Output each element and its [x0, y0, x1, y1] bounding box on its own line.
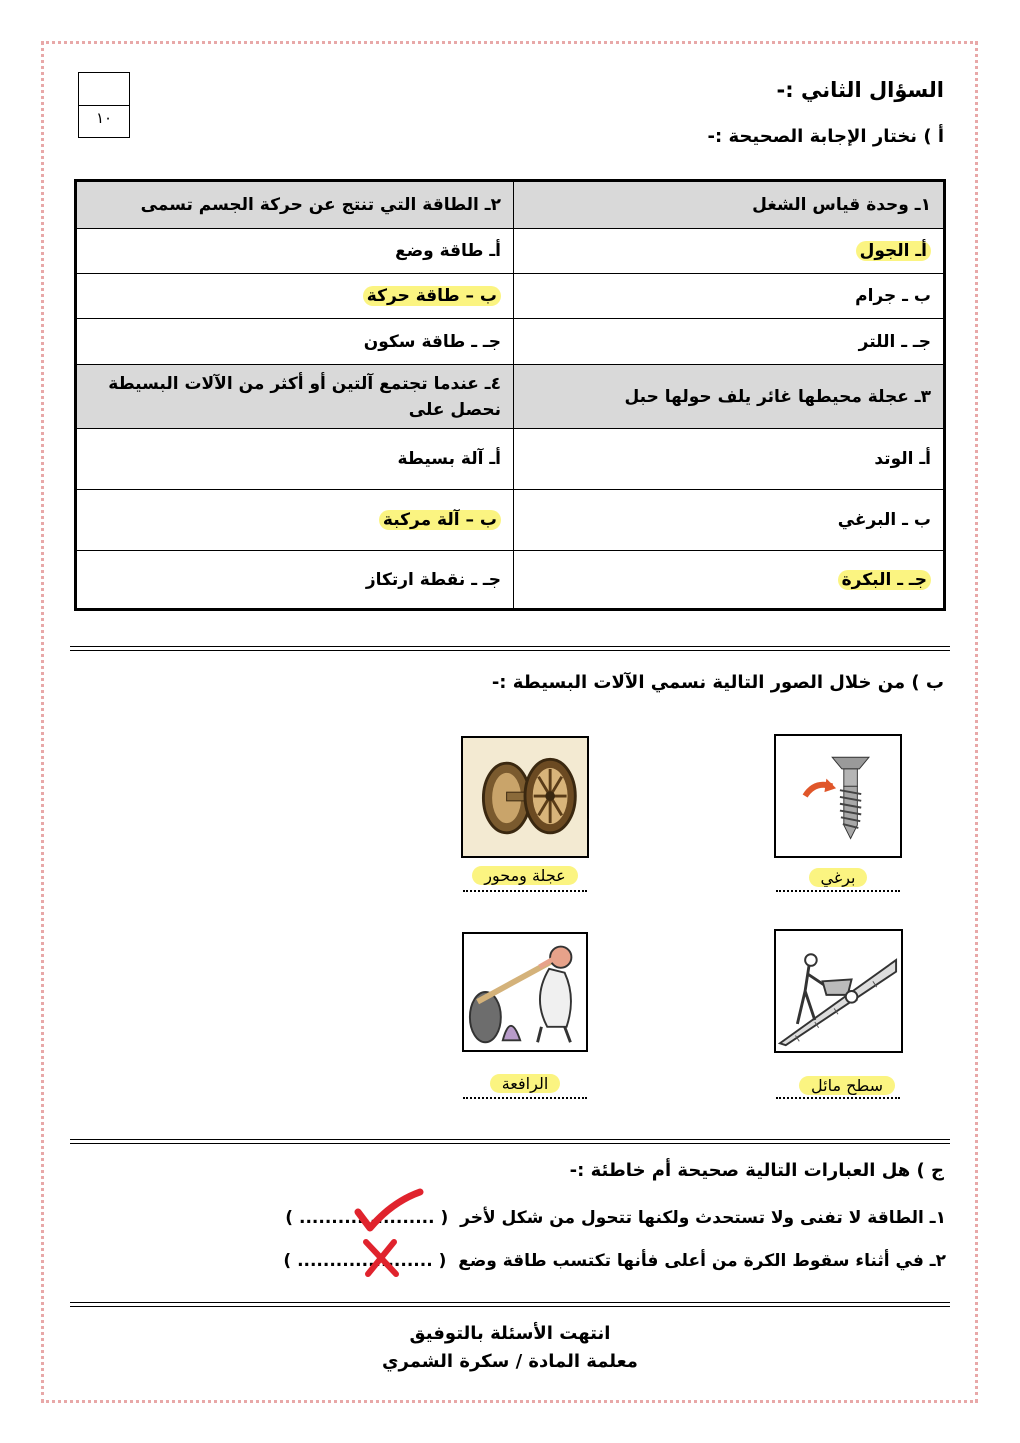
footer-closing: انتهت الأسئلة بالتوفيق: [409, 1323, 611, 1344]
footer-teacher: معلمة المادة / سكرة الشمري: [382, 1351, 638, 1372]
q4-option-b[interactable]: [76, 490, 514, 551]
multiple-choice-table: [74, 179, 946, 611]
statement-1-blank[interactable]: ( ..................... ): [285, 1208, 449, 1228]
q4-option-a[interactable]: أـ آلة بسيطة: [76, 429, 514, 490]
screw-image: [774, 734, 902, 858]
q4-option-c[interactable]: جـ ـ نقطة ارتكاز: [76, 551, 514, 610]
q1-option-a[interactable]: [514, 229, 945, 274]
selected-answer: أـ الجول: [856, 241, 931, 261]
lever-answer-line: [463, 1096, 587, 1099]
screw-answer[interactable]: برغي: [776, 868, 900, 887]
wheel-axle-answer-line: [463, 889, 587, 892]
divider: [70, 1302, 950, 1307]
screw-answer-line: [776, 889, 900, 892]
score-value: ١٠: [95, 109, 113, 127]
q1-option-b[interactable]: ب ـ جرام: [514, 274, 945, 319]
selected-answer: ب – آلة مركبة: [379, 510, 501, 530]
lever-answer[interactable]: الرافعة: [463, 1074, 587, 1093]
wheel-axle-answer[interactable]: عجلة ومحور: [463, 866, 587, 885]
q2-option-b[interactable]: [76, 274, 514, 319]
q4-stem: ٤ـ عندما تجتمع آلتين أو أكثر من الآلات البسيطة نحصل على: [76, 365, 514, 429]
q2-stem: ٢ـ الطاقة التي تنتج عن حركة الجسم تسمى: [76, 181, 514, 229]
q2-option-a[interactable]: أـ طاقة وضع: [76, 229, 514, 274]
statement-1: ١ـ الطاقة لا تفنى ولا تستحدث ولكنها تتحول من شكل لأخر ( ..................... ): [285, 1208, 946, 1228]
x-icon: [360, 1238, 402, 1278]
statement-2: ٢ـ في أثناء سقوط الكرة من أعلى فأنها تكتسب طاقة وضع ( ..................... ): [283, 1251, 946, 1271]
section-c-title: ج ) هل العبارات التالية صحيحة أم خاطئة :-: [569, 1160, 944, 1181]
q2-option-c[interactable]: جـ ـ طاقة سكون: [76, 319, 514, 365]
q3-option-b[interactable]: ب ـ البرغي: [514, 490, 945, 551]
check-icon: [352, 1188, 426, 1234]
section-a-title: أ ) نختار الإجابة الصحيحة :-: [707, 126, 944, 147]
statement-2-blank[interactable]: ( ..................... ): [283, 1251, 447, 1271]
question-title: السؤال الثاني :-: [776, 78, 944, 102]
score-box: [78, 72, 130, 138]
divider: [70, 1139, 950, 1144]
q3-option-c[interactable]: [514, 551, 945, 610]
inclined-plane-image: [774, 929, 903, 1053]
wheel-axle-image: [461, 736, 589, 858]
inclined-plane-answer[interactable]: سطح مائل: [776, 1076, 918, 1095]
q1-stem: ١ـ وحدة قياس الشغل: [514, 181, 945, 229]
q1-option-c[interactable]: جـ ـ اللتر: [514, 319, 945, 365]
inclined-plane-answer-line: [776, 1096, 900, 1099]
inclined-plane-icon: [776, 931, 901, 1051]
wheel-axle-icon: [463, 738, 587, 856]
lever-icon: [464, 934, 586, 1050]
screw-icon: [776, 736, 900, 856]
q3-stem: ٣ـ عجلة محيطها غائر يلف حولها حبل: [514, 365, 945, 429]
section-b-title: ب ) من خلال الصور التالية نسمي الآلات البسيطة :-: [491, 672, 944, 693]
divider: [70, 646, 950, 651]
selected-answer: جـ ـ البكرة: [838, 570, 931, 590]
selected-answer: ب – طاقة حركة: [363, 286, 501, 306]
q3-option-a[interactable]: أـ الوتد: [514, 429, 945, 490]
lever-image: [462, 932, 588, 1052]
